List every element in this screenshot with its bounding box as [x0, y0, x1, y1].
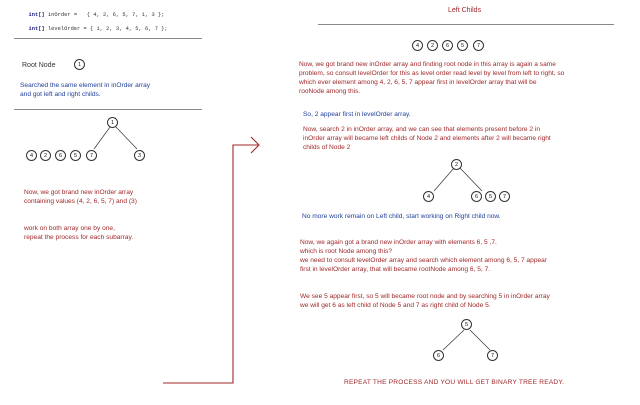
para-1-line: which ever element among 4, 2, 6, 5, 7 appear first in levelOrder array that will be — [299, 79, 537, 86]
tree-node: 7 — [499, 191, 510, 202]
section-title: Left Childs — [448, 7, 482, 14]
para-6-line: We see 5 appear first, so 5 will became root node and by searching 5 in inOrder array — [300, 293, 550, 300]
tree-node: 7 — [86, 150, 97, 161]
array-node: 7 — [473, 40, 484, 51]
tree-node: 7 — [487, 350, 498, 361]
tree-node: 1 — [107, 117, 118, 128]
tree-node: 2 — [40, 150, 51, 161]
para-1-line: rooNode among this. — [299, 88, 361, 95]
code-keyword: int[] — [28, 26, 45, 32]
para-1-line: problem, so consult levelOrder for this as level order read level by level from left to right, so — [299, 70, 565, 77]
code-keyword: int[] — [28, 12, 45, 18]
root-node-circle: 1 — [74, 59, 85, 70]
para-4: No more work remain on Left child, start working on Right child now. — [302, 213, 501, 220]
para-3-line: Now, search 2 in inOrder array, and we can see that elements present before 2 in — [303, 126, 541, 133]
code-inorder-line: int[] inOrder = { 4, 2, 6, 5, 7, 1, 3 }; — [28, 12, 165, 18]
search-line-2: and got left and right childs. — [20, 91, 101, 98]
code-var-name: levelOrder — [47, 26, 81, 32]
para-1-line: Now, we got brand new inOrder array and finding root node in this array is again a same — [299, 61, 556, 68]
tree-node: 4 — [423, 191, 434, 202]
para-5-line: Now, we again got a brand new inOrder array with elements 6, 5 ,7. — [300, 239, 497, 246]
code-values: { 1, 2, 3, 4, 5, 6, 7 }; — [90, 26, 168, 32]
para-5-line: which is root Node among this? — [300, 248, 392, 255]
para-5-line: we need to consult levelOrder array and search which element among 6, 5, 7 appear — [300, 257, 548, 264]
array-node: 5 — [457, 40, 468, 51]
tree-node: 5 — [70, 150, 81, 161]
tree-node: 5 — [461, 319, 472, 330]
tree-node: 6 — [433, 350, 444, 361]
code-values: { 4, 2, 6, 5, 7, 1, 3 }; — [86, 12, 165, 18]
tree-node: 5 — [485, 191, 496, 202]
divider-right-top — [318, 24, 614, 25]
work-line-1: work on both array one by one, — [24, 225, 115, 232]
para-5-line: first in levelOrder array, that will became rootNode among 6, 5, 7. — [300, 266, 491, 273]
now-line-2: containing values (4, 2, 6, 5, 7) and (3) — [24, 198, 137, 205]
para-2: So, 2 appear first in levelOrder array. — [303, 111, 411, 118]
search-line-1: Searched the same element in inOrder array — [20, 82, 151, 89]
tree-node: 3 — [134, 150, 145, 161]
root-node-label: Root Node — [22, 62, 56, 69]
tree-node: 6 — [471, 191, 482, 202]
para-3-line: childs of Node 2 — [303, 144, 351, 151]
work-line-2: repeat the process for each subarray. — [24, 234, 134, 241]
now-line-1: Now, we got brand new inOrder array — [24, 189, 134, 196]
tree-node: 6 — [55, 150, 66, 161]
array-node: 2 — [427, 40, 438, 51]
array-node: 4 — [412, 40, 423, 51]
final-instruction: REPEAT THE PROCESS AND YOU WILL GET BINARY TREE READY. — [344, 379, 565, 386]
array-node: 6 — [442, 40, 453, 51]
para-3-line: inOrder array will became left childs of Node 2 and elements after 2 will became right — [303, 135, 551, 142]
code-levelorder-line: int[] levelOrder = { 1, 2, 3, 4, 5, 6, 7 }; — [28, 26, 168, 32]
code-var-name: inOrder — [47, 12, 71, 18]
para-6-line: we will get 6 as left child of Node 5 and 7 as right child of Node 5. — [300, 302, 491, 309]
tree-node: 2 — [451, 159, 462, 170]
tree-node: 4 — [26, 150, 37, 161]
